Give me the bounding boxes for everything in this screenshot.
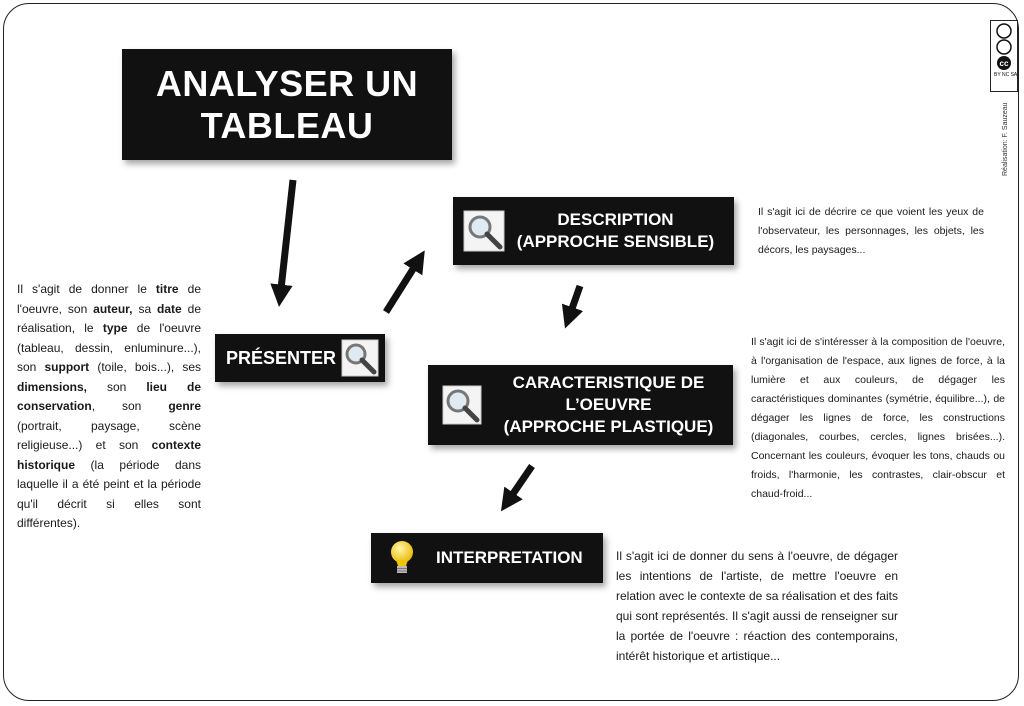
arrow-caracteristique-to-interpretation — [506, 466, 532, 504]
arrow-present-to-description — [386, 258, 420, 312]
present-text: Il s'agit de donner le titre de l'oeuvre, son auteur, sa date de réalisation, le type de l'oeuvre (tableau, dessin, enluminure...), son support (toile, bois...), ses dimensions, son lieu de conservation, son genre (portrait, paysage, scène religieuse...) et son contexte historique (la période dans laquelle il a été peint et la période qu'il décrit si elles sont différentes). — [17, 282, 202, 530]
lightbulb-icon — [387, 539, 417, 577]
step-interpretation-label: INTERPRETATION — [436, 548, 583, 567]
step-caracteristique-line-2: L’OEUVRE — [565, 395, 652, 414]
step-description-box — [453, 197, 734, 265]
step-description-line-2: (APPROCHE SENSIBLE) — [516, 232, 715, 251]
cc-license-icon — [990, 20, 1018, 92]
step-description-line-1: DESCRIPTION — [557, 210, 674, 229]
step-present-label: PRÉSENTER — [226, 348, 337, 368]
svg-text:cc: cc — [999, 59, 1009, 68]
arrow-description-to-caracteristique — [568, 286, 580, 320]
step-caracteristique-line-1: CARACTERISTIQUE DE — [512, 373, 705, 392]
step-interpretation-box — [371, 533, 603, 583]
magnifier-icon — [341, 339, 379, 377]
title-line-1: ANALYSER UN — [155, 62, 419, 104]
step-caracteristique-line-3: (APPROCHE PLASTIQUE) — [503, 417, 714, 436]
title-line-2: TABLEAU — [200, 104, 374, 146]
magnifier-icon — [463, 210, 505, 252]
caracteristique-text: Il s'agit ici de s'intéresser à la composition de l'oeuvre, à l'organisation de l'espace, aux lignes de force, à la lumière et aux couleurs, de dégager les caractéristiques dominantes (symétrie, équilibre...), de dégager les lignes de force, les constructions (diagonales, courbes, cercles, lignes brisées...). Concernant les couleurs, évoquer les tons, chauds ou froids, l'harmonie, les contrastes, clair-obscur et chaud-froid... — [751, 336, 1005, 500]
magnifier-icon — [442, 385, 482, 425]
interpretation-text: Il s'agit ici de donner du sens à l'oeuvre, de dégager les intentions de l'artiste, de mettre l'oeuvre en relation avec le contexte de sa réalisation et des faits qui sont représentés. Il s'agit aussi de renseigner sur la portée de l'oeuvre : réaction des contemporains, intérêt historique et artistique... — [616, 549, 898, 663]
license-text: BY NC SA — [994, 72, 1018, 78]
credit-text: Réalisation: F. Sauzeau — [1002, 102, 1009, 176]
step-caracteristique-box — [428, 365, 733, 445]
title-box — [122, 49, 452, 160]
arrow-title-to-present — [280, 180, 293, 298]
step-present-box — [215, 334, 385, 382]
description-text: Il s'agit ici de décrire ce que voient les yeux de l'observateur, les personnages, les objets, les décors, les paysages... — [758, 206, 984, 256]
